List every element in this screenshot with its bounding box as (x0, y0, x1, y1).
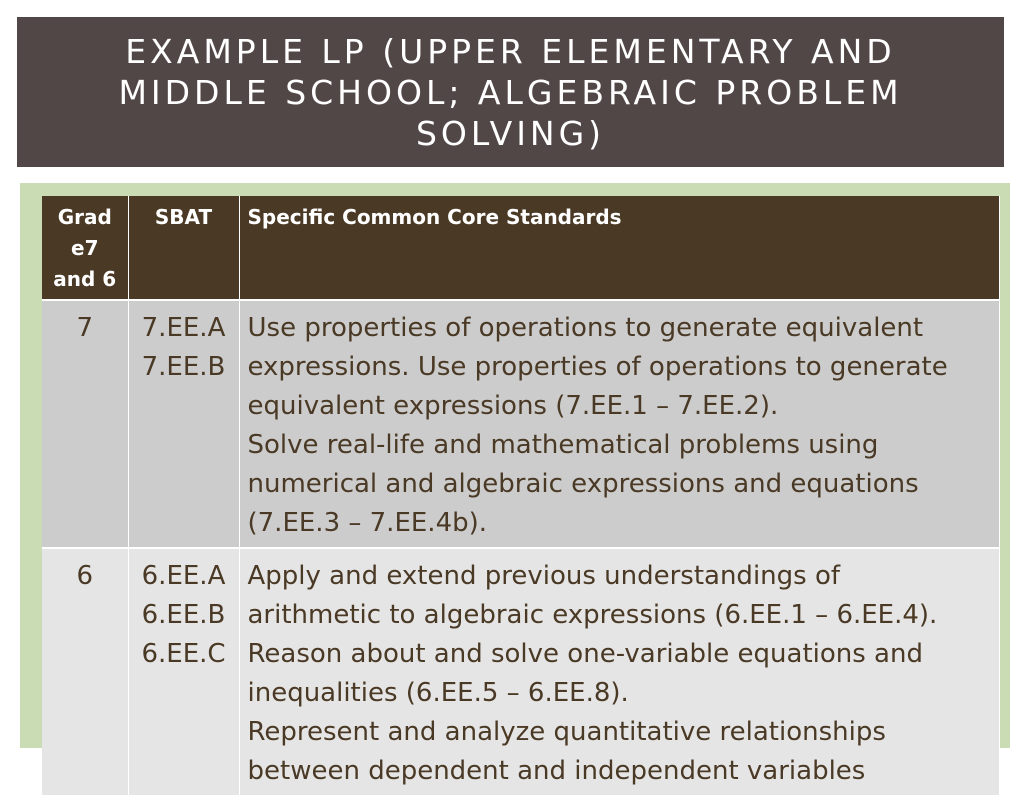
header-sbat: SBAT (128, 196, 239, 300)
grade-cell: 6 (42, 548, 128, 795)
standards-line: equivalent expressions (7.EE.1 – 7.EE.2). (247, 391, 779, 421)
standards-line: Reason about and solve one-variable equations and (247, 639, 923, 669)
standards-line: Solve real-life and mathematical problems using (247, 430, 879, 460)
sbat-cell (128, 548, 239, 795)
standards-line: Represent and analyze quantitative relationships (247, 717, 886, 747)
slide-title: EXAMPLE LP (UPPER ELEMENTARY AND MIDDLE SCHOOL; ALGEBRAIC PROBLEM SOLVING) (118, 31, 903, 153)
standards-line: (7.EE.3 – 7.EE.4b). (247, 508, 488, 538)
sbat-code: 7.EE.A (141, 313, 226, 343)
standards-line: Apply and extend previous understandings of (247, 561, 841, 591)
header-grade (42, 196, 128, 300)
sbat-code: 6.EE.B (141, 600, 226, 630)
standards-cell (239, 300, 999, 548)
sbat-code: 7.EE.B (141, 352, 226, 382)
header-grade-line: e7 (71, 236, 99, 260)
header-grade-line: Grad (57, 205, 112, 229)
header-grade-line: and 6 (53, 267, 117, 291)
standards-line: Use properties of operations to generate equivalent (247, 313, 924, 343)
title-bar (17, 17, 1004, 167)
table-row (42, 548, 999, 795)
table-row (42, 300, 999, 548)
sbat-cell (128, 300, 239, 548)
sbat-code: 6.EE.A (141, 561, 226, 591)
table-header-row (42, 196, 999, 300)
grade-cell: 7 (42, 300, 128, 548)
header-standards: Specific Common Core Standards (239, 196, 999, 300)
standards-line: between dependent and independent variables (247, 756, 866, 786)
standards-line: numerical and algebraic expressions and equations (247, 469, 919, 499)
standards-table (42, 196, 1000, 795)
standards-line: expressions. Use properties of operations to generate (247, 352, 948, 382)
standards-line: inequalities (6.EE.5 – 6.EE.8). (247, 678, 629, 708)
standards-line: arithmetic to algebraic expressions (6.EE.1 – 6.EE.4). (247, 600, 938, 630)
standards-cell (239, 548, 999, 795)
sbat-code: 6.EE.C (141, 639, 226, 669)
